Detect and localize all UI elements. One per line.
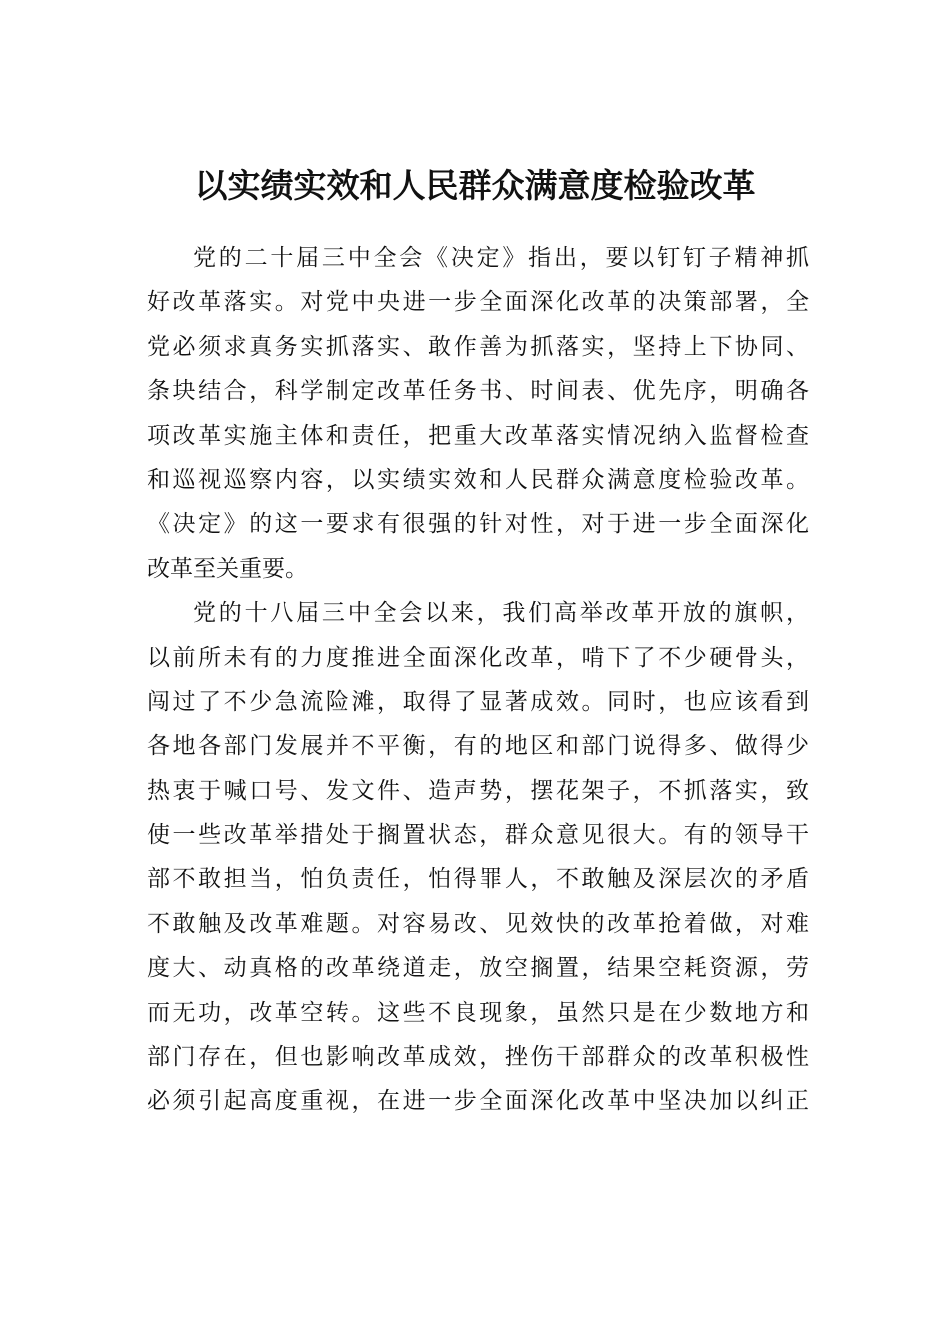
paragraph-line: 度大、动真格的改革绕道走，放空搁置，结果空耗资源，劳 — [147, 955, 809, 982]
paragraph-line: 党的十八届三中全会以来，我们高举改革开放的旗帜， — [193, 600, 809, 627]
paragraph-line: 《决定》的这一要求有很强的针对性，对于进一步全面深化 — [147, 511, 809, 538]
paragraph-line: 以前所未有的力度推进全面深化改革，啃下了不少硬骨头， — [147, 644, 809, 671]
paragraph-line: 热衷于喊口号、发文件、造声势，摆花架子，不抓落实，致 — [147, 777, 809, 804]
paragraph-line: 使一些改革举措处于搁置状态，群众意见很大。有的领导干 — [147, 822, 809, 849]
paragraph-line: 条块结合，科学制定改革任务书、时间表、优先序，明确各 — [147, 378, 809, 405]
paragraph-line: 不敢触及改革难题。对容易改、见效快的改革抢着做，对难 — [147, 910, 809, 937]
paragraph-line: 部门存在，但也影响改革成效，挫伤干部群众的改革积极性 — [147, 1044, 809, 1071]
paragraph-1 — [147, 236, 809, 591]
paragraph-line: 必须引起高度重视，在进一步全面深化改革中坚决加以纠正 — [147, 1088, 809, 1115]
paragraph-line: 好改革落实。对党中央进一步全面深化改革的决策部署，全 — [147, 289, 809, 316]
paragraph-line: 项改革实施主体和责任，把重大改革落实情况纳入监督检查 — [147, 422, 809, 449]
document-body — [147, 236, 809, 1124]
paragraph-line: 党必须求真务实抓落实、敢作善为抓落实，坚持上下协同、 — [147, 333, 809, 360]
document-title: 以实绩实效和人民群众满意度检验改革 — [194, 166, 756, 205]
paragraph-line: 改革至关重要。 — [147, 555, 308, 582]
paragraph-line: 部不敢担当，怕负责任，怕得罪人，不敢触及深层次的矛盾 — [147, 866, 809, 893]
paragraph-line: 党的二十届三中全会《决定》指出，要以钉钉子精神抓 — [193, 245, 809, 271]
paragraph-line: 和巡视巡察内容，以实绩实效和人民群众满意度检验改革。 — [147, 466, 809, 493]
paragraph-line: 闯过了不少急流险滩，取得了显著成效。同时，也应该看到 — [147, 688, 809, 715]
paragraph-line: 而无功，改革空转。这些不良现象，虽然只是在少数地方和 — [147, 999, 809, 1026]
paragraph-line: 各地各部门发展并不平衡，有的地区和部门说得多、做得少 — [147, 733, 809, 760]
paragraph-2 — [147, 591, 809, 1124]
